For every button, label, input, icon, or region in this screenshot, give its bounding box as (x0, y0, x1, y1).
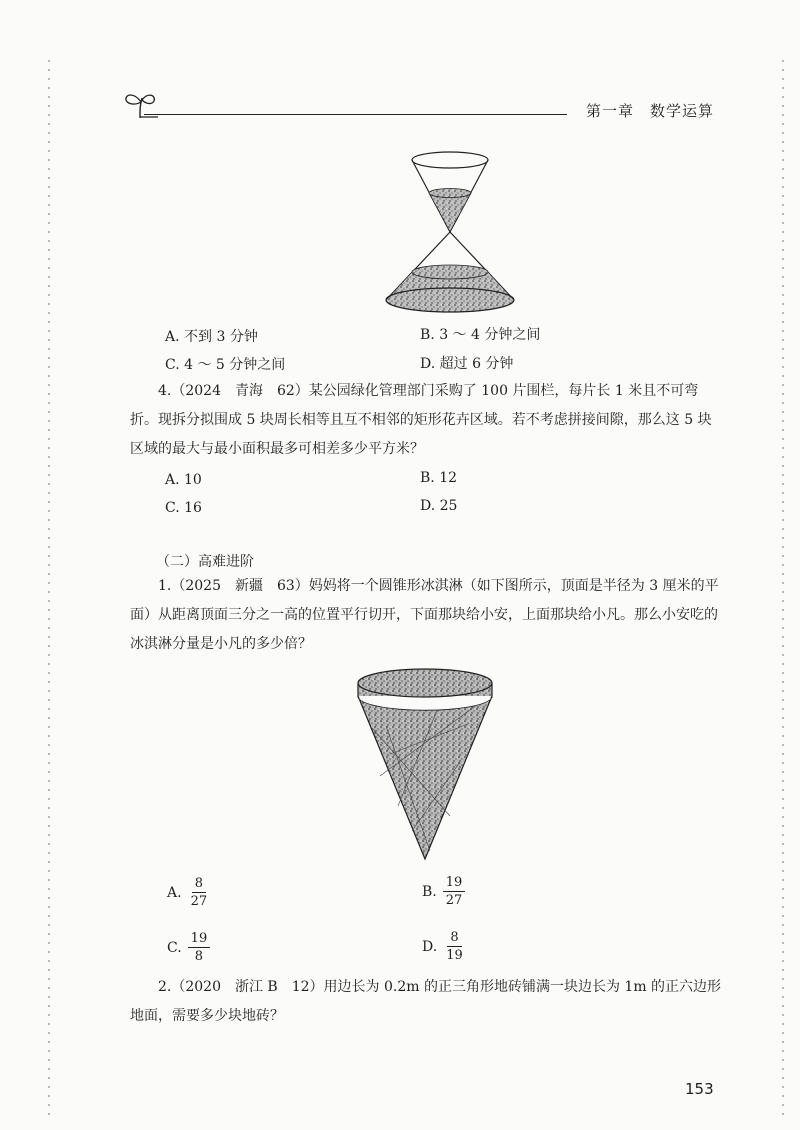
h1-option-d (422, 930, 466, 963)
option-letter: B. (422, 883, 437, 900)
denominator: 27 (190, 894, 208, 909)
denominator: 19 (446, 948, 463, 963)
denominator: 8 (194, 949, 204, 964)
binding-edge-right (782, 60, 784, 1120)
hourglass-figure (382, 148, 522, 318)
q4-option-d: D. 25 (420, 498, 458, 514)
q3-option-b: B. 3 ～ 4 分钟之间 (420, 327, 541, 343)
q4-option-a: A. 10 (165, 472, 202, 488)
q4-option-c: C. 16 (165, 500, 202, 516)
h2-question: 2.（2020 浙江 B 12）用边长为 0.2m 的正三角形地砖铺满一块边长为 1m 的正六边形地面，需要多少块地砖？ (130, 979, 722, 1024)
fraction (188, 931, 211, 964)
fraction (443, 930, 466, 963)
option-letter: C. (167, 939, 182, 956)
h1-option-c (167, 931, 210, 964)
q4-option-b: B. 12 (420, 470, 458, 486)
section-title: （二）高难进阶 (156, 554, 254, 570)
binding-edge-left (48, 60, 50, 1120)
sprout-icon (122, 90, 158, 120)
page-number: 153 (685, 1080, 714, 1098)
numerator: 19 (443, 875, 466, 892)
h1-option-a (167, 876, 210, 909)
page-header (122, 88, 722, 124)
numerator: 19 (188, 931, 211, 948)
ice-cream-cone-figure (350, 666, 500, 862)
option-letter: A. (167, 884, 182, 901)
numerator: 8 (192, 876, 206, 893)
q4-question: 4.（2024 青海 62）某公园绿化管理部门采购了 100 片围栏，每片长 1 米且不可弯折。现拆分拟围成 5 块周长相等且互不相邻的矩形花卉区域。若不考虑拼接间隙，那么这 5 块区域的最大与最小面积最多可相差多少平方米？ (130, 383, 712, 457)
chapter-title: 第一章 数学运算 (585, 102, 714, 120)
q3-option-d: D. 超过 6 分钟 (420, 356, 514, 372)
fraction (443, 875, 466, 908)
q3-option-a: A. 不到 3 分钟 (165, 329, 258, 345)
option-letter: D. (422, 938, 438, 955)
h1-option-b (422, 875, 465, 908)
numerator: 8 (447, 930, 461, 947)
q3-option-c: C. 4 ～ 5 分钟之间 (165, 357, 286, 373)
h1-question: 1.（2025 新疆 63）妈妈将一个圆锥形冰淇淋（如下图所示，顶面是半径为 3 厘米的平面）从距离顶面三分之一高的位置平行切开，下面那块给小安，上面那块给小凡。那么小安吃的冰淇淋分量是小凡的多少倍？ (130, 578, 719, 652)
denominator: 27 (445, 893, 463, 908)
fraction (188, 876, 211, 909)
header-rule (144, 114, 567, 115)
